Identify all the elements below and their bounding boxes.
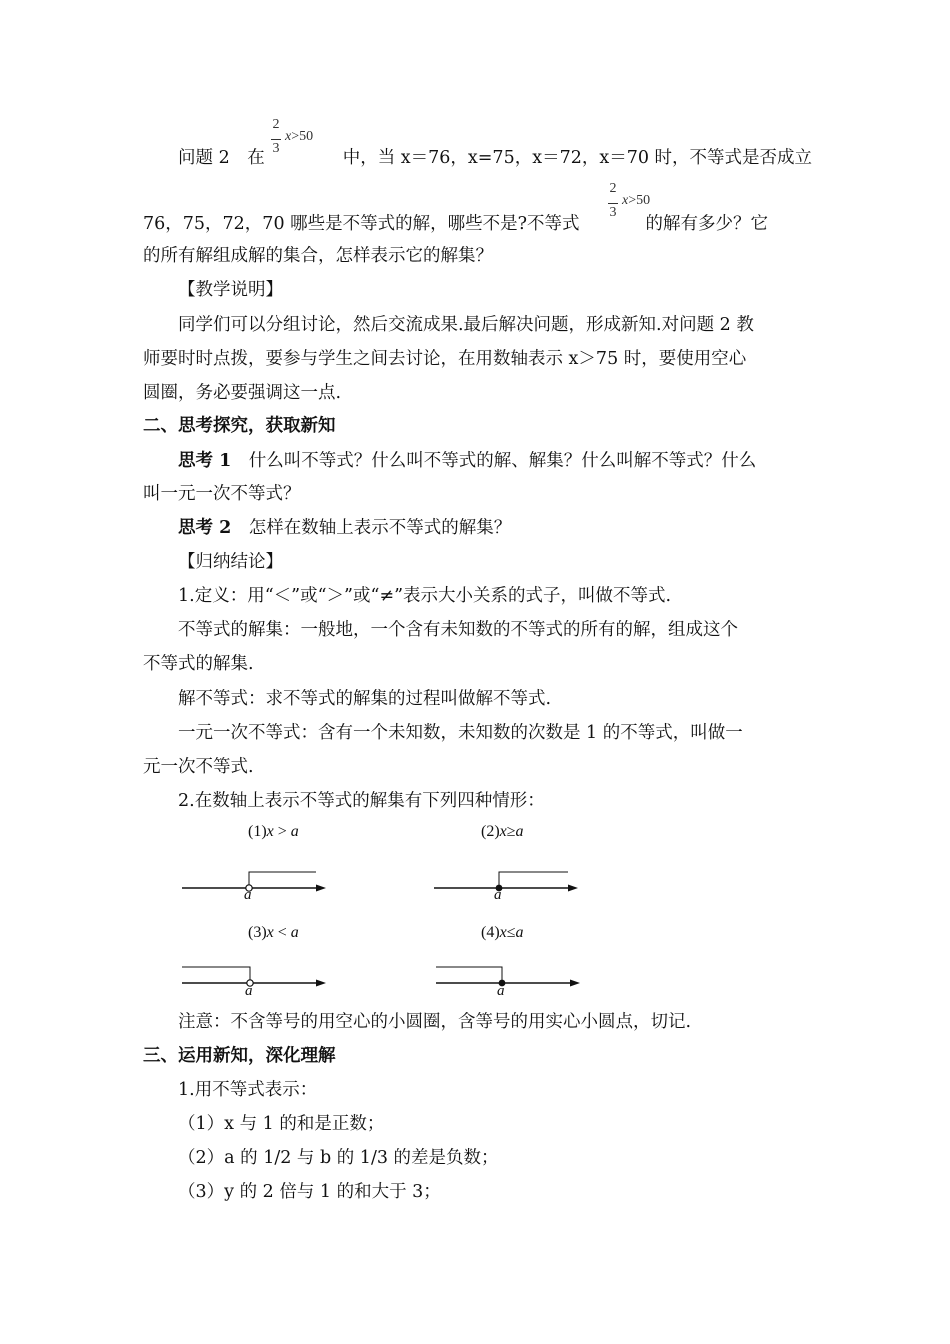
number-line-3 <box>180 961 330 1001</box>
think1-text: 什么叫不等式？什么叫不等式的解、解集？什么叫解不等式？什么 <box>231 451 757 471</box>
problem2-line1-suffix: 中，当 x＝76，x=75，x＝72，x＝70 时，不等式是否成立 <box>342 148 813 168</box>
think1-line1 <box>178 449 756 473</box>
diagram-2-num: (2) <box>481 823 500 840</box>
problem2-line2 <box>143 212 768 236</box>
diagram-2-label <box>481 823 524 841</box>
problem2-line1-prefix: 问题 2 在 <box>178 148 265 168</box>
section3-sub3: （3）y 的 2 倍与 1 的和大于 3； <box>178 1182 441 1202</box>
problem2-line2-suffix: 的解有多少？它 <box>645 214 769 234</box>
conclusion-heading: 【归纳结论】 <box>178 552 283 572</box>
diagram-4-var: x <box>499 924 507 941</box>
think2-line <box>178 516 511 540</box>
teaching-note-line2: 师要时时点拨，要参与学生之间去讨论，在用数轴表示 x＞75 时，要使用空心 <box>143 349 747 369</box>
section2-title: 二、思考探究，获取新知 <box>143 416 336 436</box>
fraction-bar <box>608 203 618 204</box>
definition-line: 1.定义：用“＜”或“＞”或“≠”表示大小关系的式子，叫做不等式. <box>178 586 672 606</box>
linear-inequality-line1: 一元一次不等式：含有一个未知数，未知数的次数是 1 的不等式，叫做一 <box>178 723 743 743</box>
solve-inequality-line: 解不等式：求不等式的解集的过程叫做解不等式. <box>178 689 552 709</box>
number-line-2 <box>432 866 582 906</box>
diagram-4-num: (4) <box>481 924 500 941</box>
note-line: 注意：不含等号的用空心的小圆圈，含等号的用实心小圆点，切记. <box>178 1012 692 1032</box>
point-label-3-text: a <box>245 983 253 999</box>
point-label-1 <box>244 887 252 904</box>
diagram-1-num: (1) <box>248 823 267 840</box>
diagram-3-var: x <box>266 924 274 941</box>
point-label-1-text: a <box>244 887 252 903</box>
diagram-3-label <box>248 924 299 942</box>
fraction-denominator: 3 <box>272 141 280 156</box>
section3-title: 三、运用新知，深化理解 <box>143 1046 336 1066</box>
problem2-line3: 的所有解组成解的集合，怎样表示它的解集？ <box>143 246 493 266</box>
point-label-3 <box>245 983 253 1000</box>
solution-bracket <box>249 872 316 885</box>
linear-inequality-line2: 元一次不等式. <box>143 757 254 777</box>
axis-arrow <box>570 980 580 987</box>
axis-arrow <box>568 885 578 892</box>
solution-set-line2: 不等式的解集. <box>143 654 254 674</box>
formula-var: x <box>622 193 629 208</box>
formula-op: >50 <box>628 193 651 208</box>
point-label-4-text: a <box>497 983 505 999</box>
solution-bracket <box>436 967 502 980</box>
section3-sub1: （1）x 与 1 的和是正数； <box>178 1114 385 1134</box>
diagram-2-bound: a <box>515 823 524 840</box>
point-label-2-text: a <box>494 887 502 903</box>
think1-label: 思考 1 <box>178 451 232 471</box>
fraction-numerator: 2 <box>609 181 617 196</box>
section3-item1: 1.用不等式表示： <box>178 1080 318 1100</box>
diagram-1-var: x <box>266 823 274 840</box>
point-label-2 <box>494 887 502 904</box>
teaching-note-heading: 【教学说明】 <box>178 280 283 300</box>
teaching-note-line1: 同学们可以分组讨论，然后交流成果.最后解决问题，形成新知.对问题 2 教 <box>178 315 754 335</box>
diagram-4-label <box>481 924 524 942</box>
diagram-1-label <box>248 823 299 841</box>
number-line-1 <box>180 866 330 906</box>
diagram-3-bound: a <box>290 924 299 941</box>
diagram-3-num: (3) <box>248 924 267 941</box>
diagram-2-op: ≥ <box>506 823 516 840</box>
four-cases-line: 2.在数轴上表示不等式的解集有下列四种情形： <box>178 791 545 811</box>
section3-sub2: （2）a 的 1/2 与 b 的 1/3 的差是负数； <box>178 1148 499 1168</box>
formula-op: >50 <box>291 129 314 144</box>
formula-rest <box>285 129 313 145</box>
number-line-4 <box>434 961 584 1001</box>
axis-arrow <box>316 980 326 987</box>
point-label-4 <box>497 983 505 1000</box>
diagram-1-op: > <box>273 823 291 840</box>
diagram-4-op: ≤ <box>506 924 516 941</box>
diagram-1-bound: a <box>290 823 299 840</box>
formula-var: x <box>285 129 292 144</box>
fraction-numerator: 2 <box>272 117 280 132</box>
diagram-3-op: < <box>273 924 291 941</box>
think2-label: 思考 2 <box>178 518 232 538</box>
solution-set-line1: 不等式的解集：一般地，一个含有未知数的不等式的所有的解，组成这个 <box>178 620 738 640</box>
axis-arrow <box>316 885 326 892</box>
solution-bracket <box>499 872 568 885</box>
solution-bracket <box>182 967 250 980</box>
diagram-4-bound: a <box>515 924 524 941</box>
teaching-note-line3: 圆圈，务必要强调这一点. <box>143 383 342 403</box>
think2-text: 怎样在数轴上表示不等式的解集？ <box>231 518 512 538</box>
fraction-bar <box>271 139 281 140</box>
diagram-2-var: x <box>499 823 507 840</box>
fraction-denominator: 3 <box>609 205 617 220</box>
think1-line2: 叫一元一次不等式？ <box>143 484 301 504</box>
problem2-line2-prefix: 76，75，72，70 哪些是不等式的解，哪些不是?不等式 <box>143 214 580 234</box>
formula-rest <box>622 193 650 209</box>
